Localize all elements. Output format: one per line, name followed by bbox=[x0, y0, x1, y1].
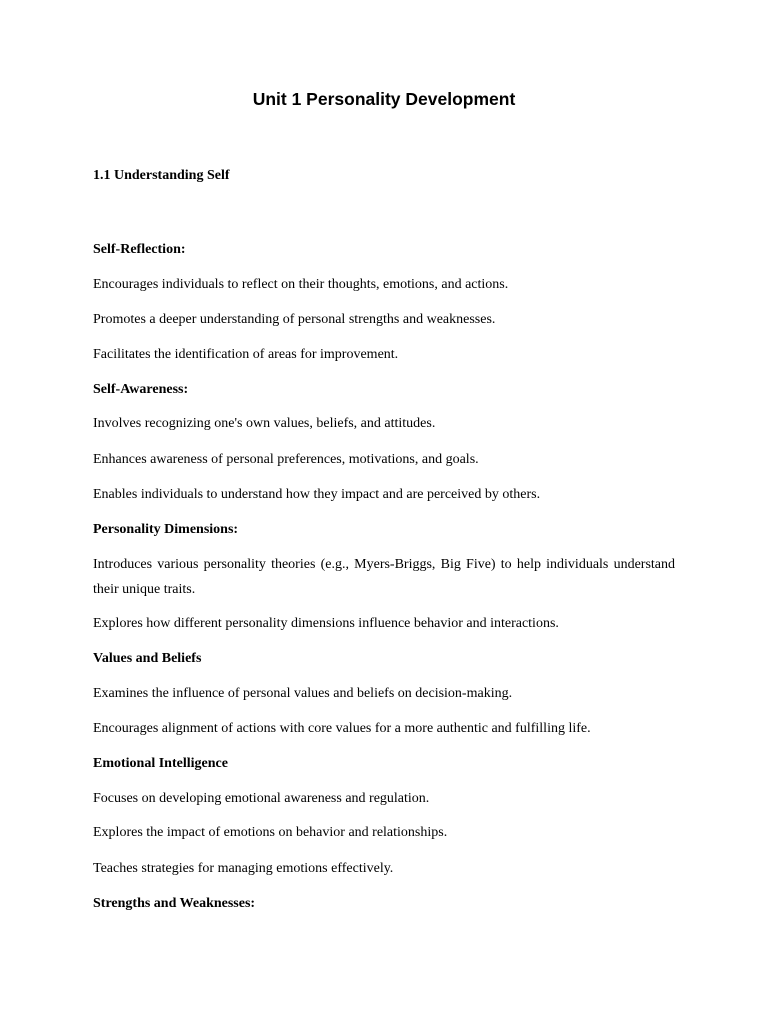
section-heading: 1.1 Understanding Self bbox=[93, 168, 230, 183]
paragraph: Enables individuals to understand how they impact and are perceived by others. bbox=[93, 487, 541, 502]
subheading-strengths-and-weaknesses: Strengths and Weaknesses: bbox=[93, 896, 256, 911]
paragraph: Facilitates the identification of areas for improvement. bbox=[93, 347, 399, 362]
paragraph: Introduces various personality theories (e.g., Myers-Briggs, Big Five) to help individuals understand their unique traits. bbox=[93, 557, 675, 597]
paragraph: Explores the impact of emotions on behavior and relationships. bbox=[93, 825, 448, 840]
paragraph: Promotes a deeper understanding of personal strengths and weaknesses. bbox=[93, 312, 496, 327]
paragraph: Involves recognizing one's own values, beliefs, and attitudes. bbox=[93, 416, 436, 431]
subheading-values-and-beliefs: Values and Beliefs bbox=[93, 651, 202, 666]
subheading-self-awareness: Self-Awareness: bbox=[93, 382, 189, 397]
subheading-emotional-intelligence: Emotional Intelligence bbox=[93, 756, 228, 771]
paragraph: Focuses on developing emotional awareness and regulation. bbox=[93, 791, 430, 806]
subheading-self-reflection: Self-Reflection: bbox=[93, 242, 186, 257]
paragraph: Examines the influence of personal values and beliefs on decision-making. bbox=[93, 686, 513, 701]
document-title: Unit 1 Personality Development bbox=[252, 89, 516, 109]
paragraph: Encourages alignment of actions with core values for a more authentic and fulfilling life. bbox=[93, 721, 591, 736]
paragraph: Teaches strategies for managing emotions effectively. bbox=[93, 861, 394, 876]
paragraph: Explores how different personality dimensions influence behavior and interactions. bbox=[93, 616, 559, 631]
subheading-personality-dimensions: Personality Dimensions: bbox=[93, 522, 239, 537]
paragraph: Enhances awareness of personal preferences, motivations, and goals. bbox=[93, 452, 479, 467]
paragraph: Encourages individuals to reflect on their thoughts, emotions, and actions. bbox=[93, 277, 509, 292]
